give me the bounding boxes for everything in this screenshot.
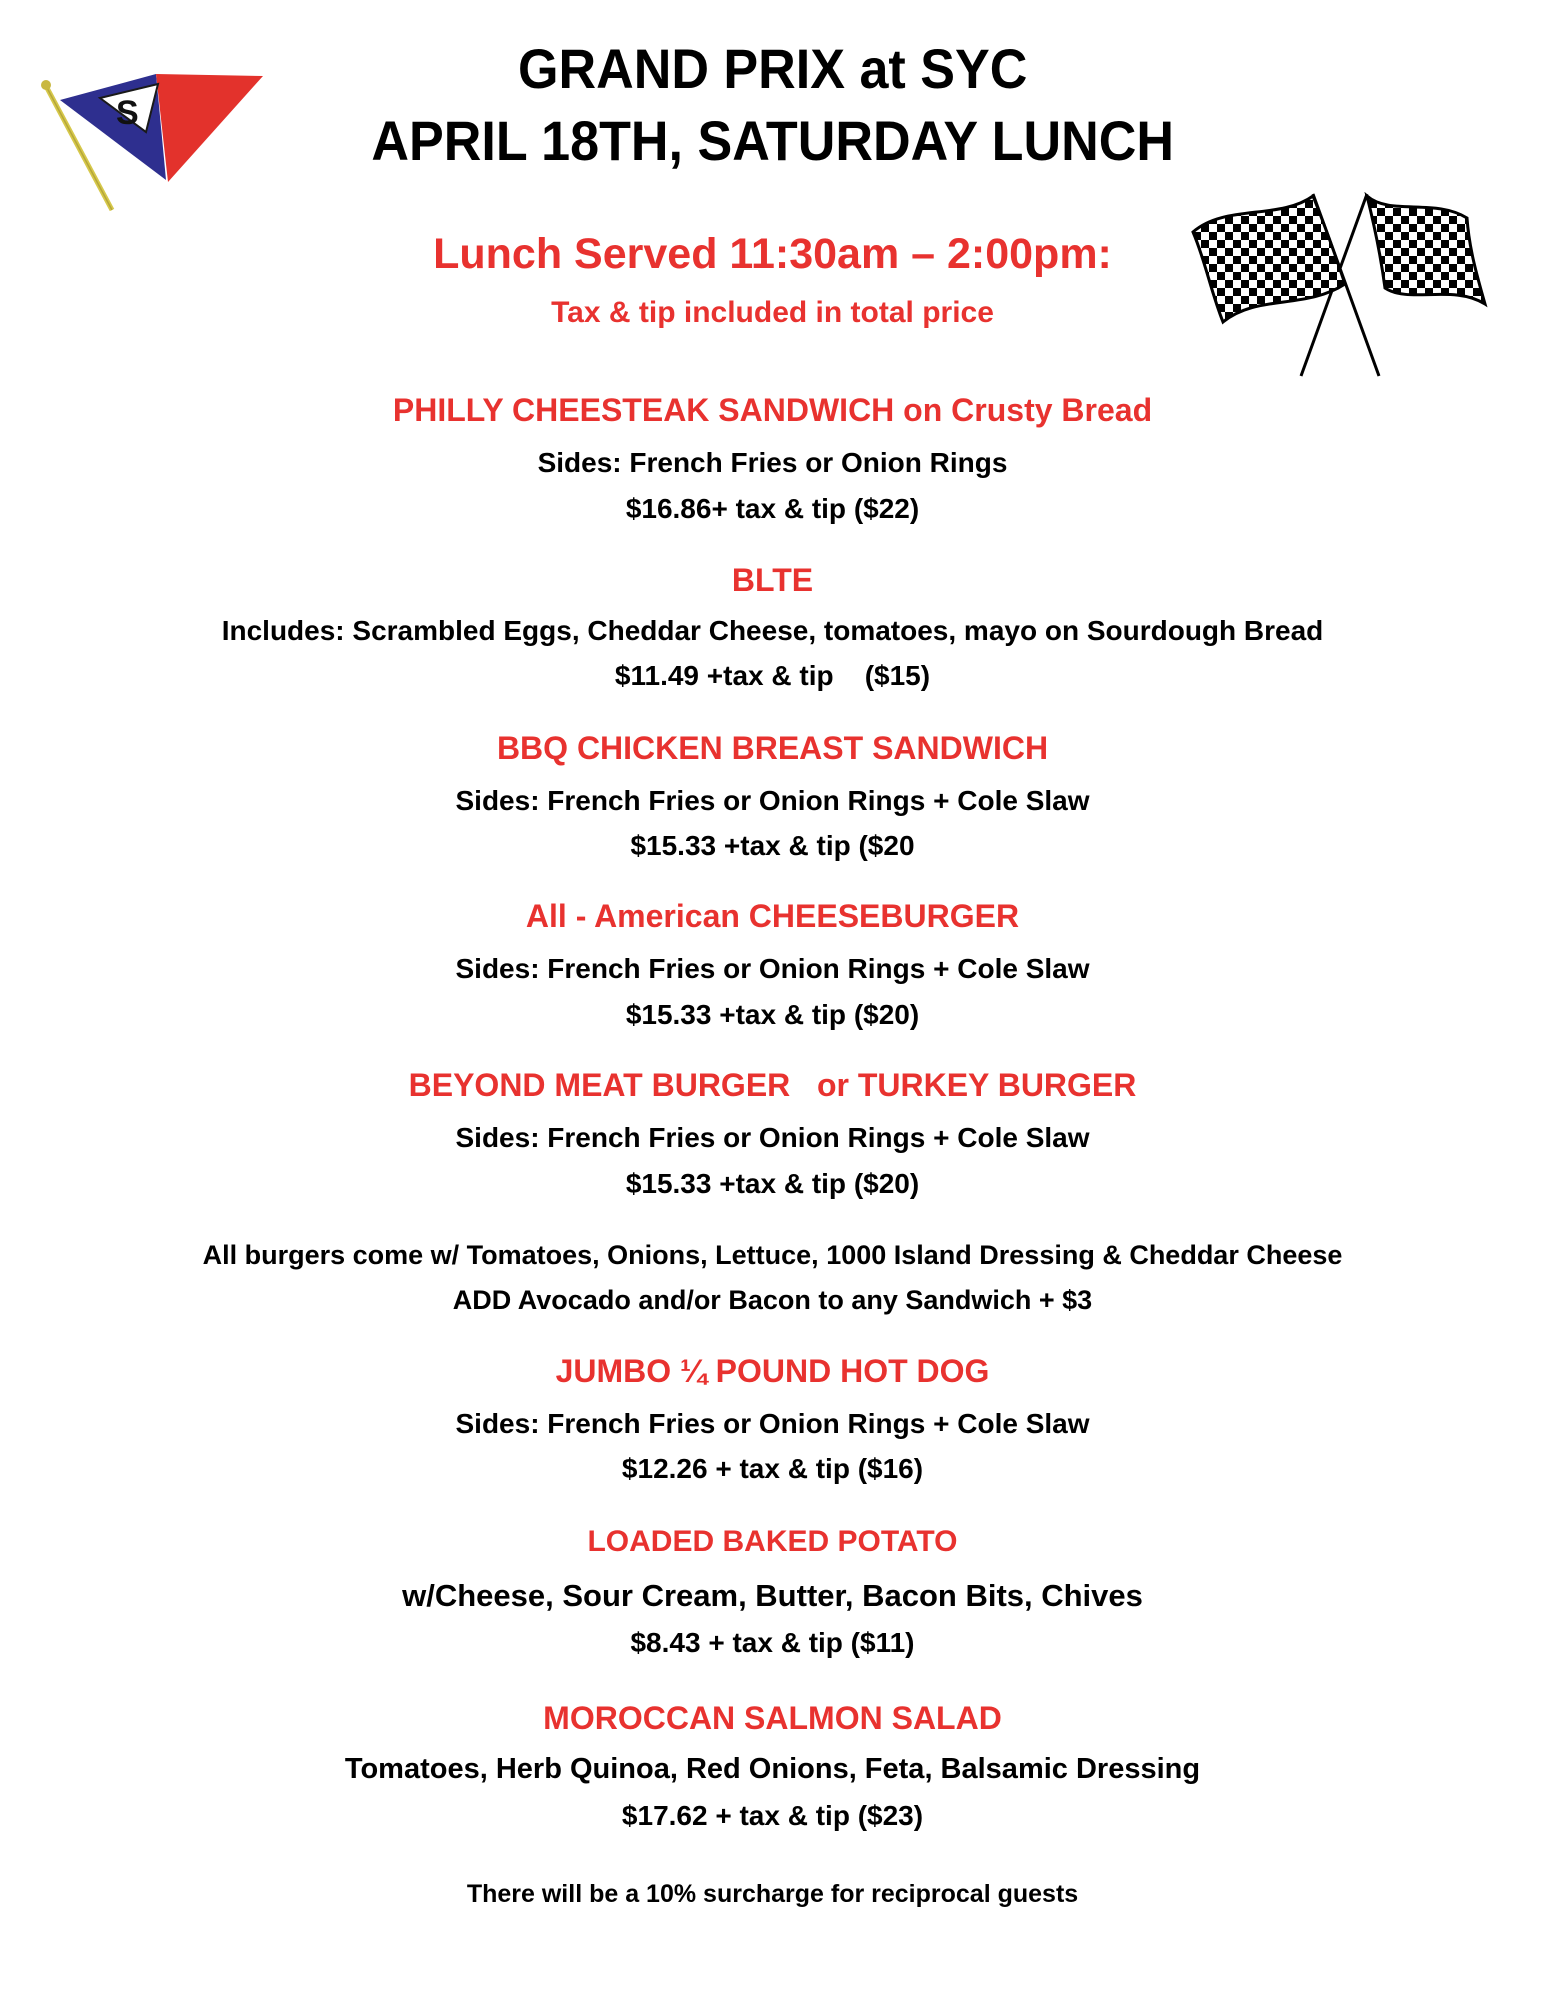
title-line-1: GRAND PRIX at SYC xyxy=(518,37,1028,100)
burger-note: All burgers come w/ Tomatoes, Onions, Lettuce, 1000 Island Dressing & Cheddar Cheese xyxy=(202,1240,1343,1270)
item-desc: Sides: French Fries or Onion Rings + Cole Slaw xyxy=(455,1408,1090,1439)
lunch-hours: Lunch Served 11:30am – 2:00pm: xyxy=(433,230,1112,278)
surcharge-note: There will be a 10% surcharge for reciprocal guests xyxy=(466,1880,1079,1908)
item-desc: w/Cheese, Sour Cream, Butter, Bacon Bits, Chives xyxy=(402,1578,1143,1613)
item-desc: Sides: French Fries or Onion Rings + Cole Slaw xyxy=(455,785,1090,816)
item-price: $11.49 +tax & tip ($15) xyxy=(614,660,931,691)
item-price: $15.33 +tax & tip ($20) xyxy=(625,999,920,1030)
item-price: $12.26 + tax & tip ($16) xyxy=(621,1453,924,1484)
item-price: $15.33 +tax & tip ($20) xyxy=(625,1168,920,1199)
item-desc: Tomatoes, Herb Quinoa, Red Onions, Feta, Balsamic Dressing xyxy=(344,1753,1201,1785)
item-name: MOROCCAN SALMON SALAD xyxy=(543,1700,1002,1736)
item-price: $16.86+ tax & tip ($22) xyxy=(625,493,920,524)
item-desc: Sides: French Fries or Onion Rings + Cole Slaw xyxy=(455,1122,1090,1153)
title-line-2: APRIL 18TH, SATURDAY LUNCH xyxy=(371,109,1174,172)
item-desc: Sides: French Fries or Onion Rings xyxy=(537,447,1008,478)
item-name: BBQ CHICKEN BREAST SANDWICH xyxy=(496,730,1049,766)
item-desc: Sides: French Fries or Onion Rings + Cole Slaw xyxy=(455,953,1090,984)
item-price: $8.43 + tax & tip ($11) xyxy=(630,1627,915,1658)
item-name: LOADED BAKED POTATO xyxy=(587,1525,958,1558)
logo-letter: S xyxy=(116,94,139,132)
item-price: $17.62 + tax & tip ($23) xyxy=(621,1800,924,1831)
addon-note: ADD Avocado and/or Bacon to any Sandwich + $3 xyxy=(452,1285,1093,1315)
item-name: BLTE xyxy=(731,562,814,598)
tax-note: Tax & tip included in total price xyxy=(551,296,994,329)
item-price: $15.33 +tax & tip ($20 xyxy=(630,830,915,861)
item-name: PHILLY CHEESTEAK SANDWICH on Crusty Bread xyxy=(392,392,1153,428)
item-name: JUMBO ¼ POUND HOT DOG xyxy=(555,1353,990,1389)
item-desc: Includes: Scrambled Eggs, Cheddar Cheese, tomatoes, mayo on Sourdough Bread xyxy=(221,615,1324,646)
checkered-flags-icon xyxy=(1185,192,1495,384)
item-name: All - American CHEESEBURGER xyxy=(525,898,1020,934)
item-name: BEYOND MEAT BURGER or TURKEY BURGER xyxy=(408,1067,1137,1103)
